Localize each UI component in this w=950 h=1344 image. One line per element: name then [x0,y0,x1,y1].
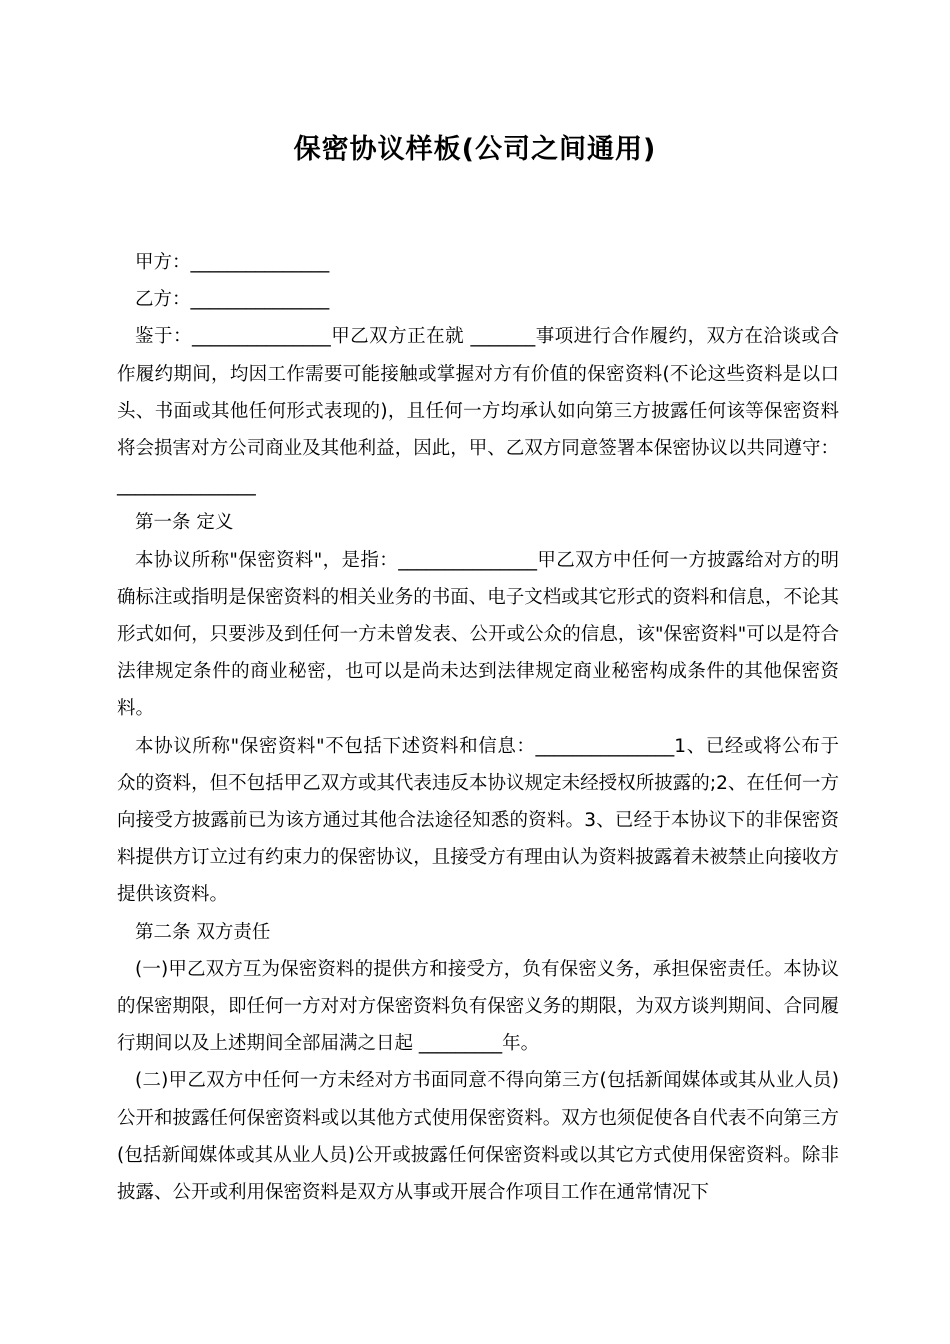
exclusion-paragraph: 本协议所称"保密资料"不包括下述资料和信息：_______________1、已经或将公布于众的资料，但不包括甲乙双方或其代表违反本协议规定未经授权所披露的;2、在任何一方向接受方披露前已为该方通过其他合法途径知悉的资料。3、已经于本协议下的非保密资料提供方订立过有约束力的保密协议，且接受方有理由认为资料披露着未被禁止向接收方提供该资料。 [117,735,839,906]
document-body [117,244,839,1211]
party-b-line: 乙方：_______________ [135,289,330,311]
clause-2-paragraph: (二)甲乙双方中任何一方未经对方书面同意不得向第三方(包括新闻媒体或其从业人员)公开和披露任何保密资料或以其他方式使用保密资料。双方也须促使各自代表不向第三方(包括新闻媒体或其从业人员)公开或披露任何保密资料或以其它方式使用保密资料。除非披露、公开或利用保密资料是双方从事或开展合作项目工作在通常情况下 [117,1070,839,1204]
clause-1-paragraph: (一)甲乙双方互为保密资料的提供方和接受方，负有保密义务，承担保密责任。本协议的保密期限，即任何一方对对方保密资料负有保密义务的期限，为双方谈判期间、合同履行期间以及上述期间全部届满之日起 _________年。 [117,958,839,1055]
article-1-heading: 第一条 定义 [135,512,234,534]
party-a-line: 甲方：_______________ [135,252,330,273]
document-title: 保密协议样板(公司之间通用) [293,134,657,165]
definition-paragraph: 本协议所称"保密资料"，是指：_______________甲乙双方中任何一方披露给对方的明确标注或指明是保密资料的相关业务的书面、电子文档或其它形式的资料和信息，不论其形式如何，只要涉及到任何一方未曾发表、公开或公众的信息，该"保密资料"可以是符合法律规定条件的商业秘密，也可以是尚未达到法律规定商业秘密构成条件的其他保密资料。 [117,549,839,720]
whereas-paragraph: 鉴于：_______________甲乙双方正在就 _______事项进行合作履约，双方在洽谈或合作履约期间，均因工作需要可能接触或掌握对方有价值的保密资料(不论这些资料是以口头、书面或其他任何形式表现的)，且任何一方均承认如向第三方披露任何该等保密资料将会损害对方公司商业及其他利益，因此，甲、乙双方同意签署本保密协议以共同遵守：_______________ [117,326,839,497]
article-2-heading: 第二条 双方责任 [135,921,271,943]
